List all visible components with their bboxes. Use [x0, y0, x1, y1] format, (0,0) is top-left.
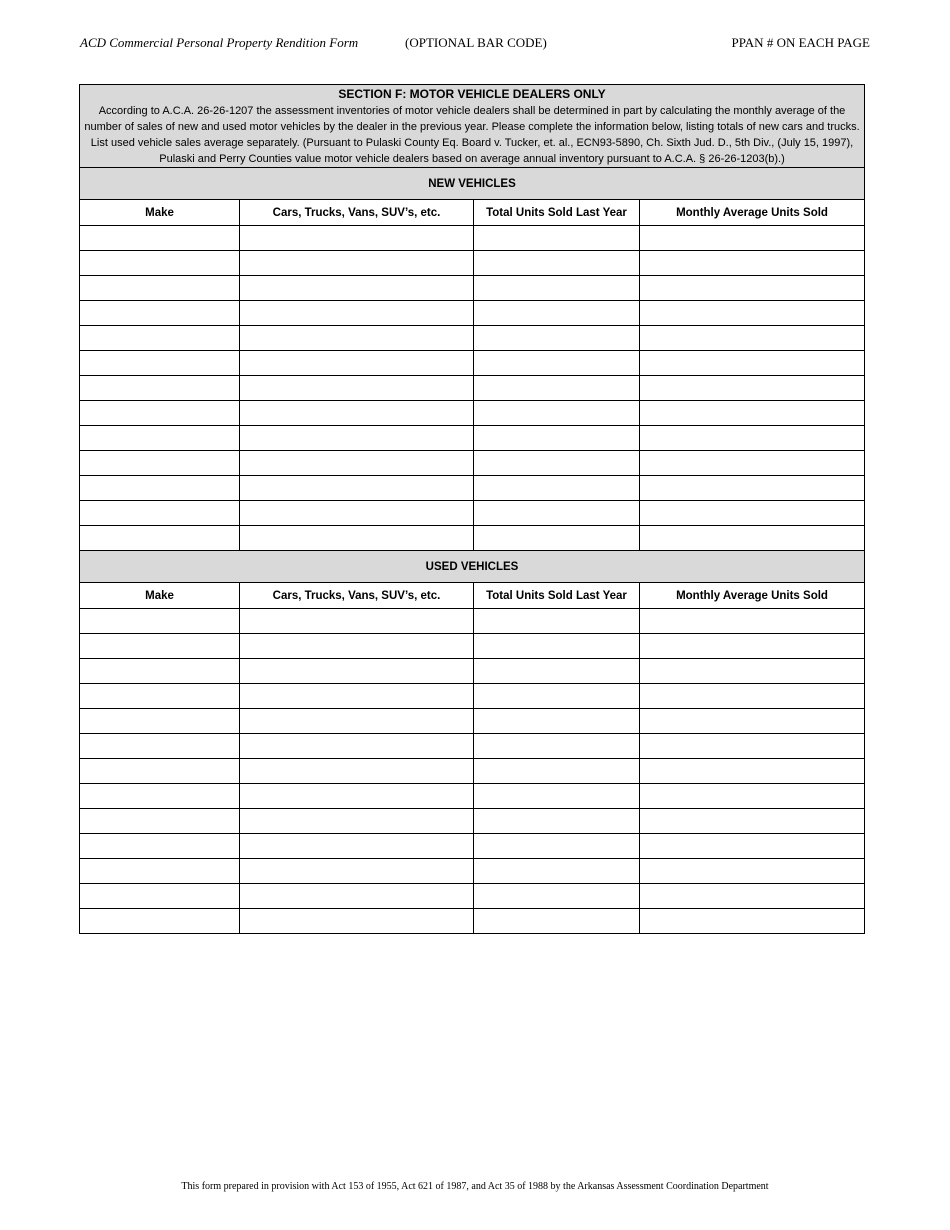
- new-vehicle-row: [80, 301, 865, 326]
- used-vehicle-monthly-average-cell[interactable]: [640, 734, 865, 759]
- used-vehicle-make-cell[interactable]: [80, 809, 240, 834]
- new-vehicle-make-cell[interactable]: [80, 251, 240, 276]
- used-vehicles-column-headers: [80, 583, 865, 609]
- new-vehicle-total-units-cell[interactable]: [474, 401, 640, 426]
- new-vehicles-heading: NEW VEHICLES: [80, 168, 865, 200]
- new-vehicle-monthly-average-cell[interactable]: [640, 476, 865, 501]
- used-vehicle-total-units-cell[interactable]: [474, 634, 640, 659]
- new-vehicle-monthly-average-cell[interactable]: [640, 351, 865, 376]
- new-vehicle-row: [80, 476, 865, 501]
- section-description: According to A.C.A. 26-26-1207 the assessment inventories of motor vehicle dealers shall be determined in part by calculating the monthly average of the number of sales of new and used motor vehicles by the dealer in the previous year. Please complete the information below, listing totals of new cars and trucks. List used vehicle sales average separately. (Pursuant to Pulaski County Eq. Board v. Tucker, et. al., ECN93-5890, Ch. Sixth Jud. D., 5th Div., (July 15, 1997), Pulaski and Perry Counties value motor vehicle dealers based on average annual inventory pursuant to A.C.A. § 26-26-1203(b).): [84, 105, 860, 165]
- new-vehicle-total-units-cell[interactable]: [474, 451, 640, 476]
- new-vehicle-monthly-average-cell[interactable]: [640, 326, 865, 351]
- used-vehicle-make-cell[interactable]: [80, 684, 240, 709]
- used-vehicle-total-units-cell[interactable]: [474, 659, 640, 684]
- used-vehicle-monthly-average-cell[interactable]: [640, 834, 865, 859]
- used-vehicle-total-units-cell[interactable]: [474, 609, 640, 634]
- new-vehicle-total-units-cell[interactable]: [474, 376, 640, 401]
- column-header-monthly-average: Monthly Average Units Sold: [640, 583, 865, 609]
- new-vehicle-monthly-average-cell[interactable]: [640, 426, 865, 451]
- used-vehicle-make-cell[interactable]: [80, 609, 240, 634]
- new-vehicle-total-units-cell[interactable]: [474, 301, 640, 326]
- new-vehicle-vehicle-type-cell[interactable]: [240, 301, 474, 326]
- used-vehicle-monthly-average-cell[interactable]: [640, 759, 865, 784]
- new-vehicle-make-cell[interactable]: [80, 501, 240, 526]
- used-vehicle-vehicle-type-cell[interactable]: [240, 634, 474, 659]
- used-vehicle-total-units-cell[interactable]: [474, 759, 640, 784]
- new-vehicle-make-cell[interactable]: [80, 451, 240, 476]
- form-title: ACD Commercial Personal Property Rendition Form: [80, 35, 359, 50]
- column-header-make: Make: [80, 583, 240, 609]
- new-vehicle-monthly-average-cell[interactable]: [640, 501, 865, 526]
- used-vehicle-total-units-cell[interactable]: [474, 909, 640, 934]
- new-vehicle-total-units-cell[interactable]: [474, 526, 640, 551]
- new-vehicle-vehicle-type-cell[interactable]: [240, 526, 474, 551]
- footer-note: This form prepared in provision with Act 153 of 1955, Act 621 of 1987, and Act 35 of 1988 by the Arkansas Assessment Coordination Department: [181, 1181, 769, 1192]
- new-vehicle-vehicle-type-cell[interactable]: [240, 401, 474, 426]
- barcode-placeholder: (OPTIONAL BAR CODE): [405, 35, 547, 50]
- used-vehicle-vehicle-type-cell[interactable]: [240, 659, 474, 684]
- used-vehicles-heading: USED VEHICLES: [80, 551, 865, 583]
- used-vehicle-vehicle-type-cell[interactable]: [240, 759, 474, 784]
- used-vehicle-row: [80, 859, 865, 884]
- new-vehicle-make-cell[interactable]: [80, 301, 240, 326]
- used-vehicle-monthly-average-cell[interactable]: [640, 809, 865, 834]
- used-vehicle-make-cell[interactable]: [80, 859, 240, 884]
- new-vehicle-total-units-cell[interactable]: [474, 251, 640, 276]
- new-vehicle-total-units-cell[interactable]: [474, 276, 640, 301]
- column-header-monthly-average: Monthly Average Units Sold: [640, 200, 865, 226]
- used-vehicle-total-units-cell[interactable]: [474, 734, 640, 759]
- new-vehicle-vehicle-type-cell[interactable]: [240, 426, 474, 451]
- used-vehicle-vehicle-type-cell[interactable]: [240, 709, 474, 734]
- new-vehicle-total-units-cell[interactable]: [474, 226, 640, 251]
- used-vehicle-total-units-cell[interactable]: [474, 834, 640, 859]
- used-vehicle-row: [80, 634, 865, 659]
- used-vehicle-row: [80, 834, 865, 859]
- used-vehicle-vehicle-type-cell[interactable]: [240, 859, 474, 884]
- new-vehicle-make-cell[interactable]: [80, 401, 240, 426]
- used-vehicle-monthly-average-cell[interactable]: [640, 684, 865, 709]
- used-vehicle-vehicle-type-cell[interactable]: [240, 609, 474, 634]
- used-vehicle-vehicle-type-cell[interactable]: [240, 884, 474, 909]
- new-vehicle-monthly-average-cell[interactable]: [640, 301, 865, 326]
- used-vehicle-monthly-average-cell[interactable]: [640, 859, 865, 884]
- used-vehicle-make-cell[interactable]: [80, 759, 240, 784]
- new-vehicle-total-units-cell[interactable]: [474, 426, 640, 451]
- new-vehicle-vehicle-type-cell[interactable]: [240, 476, 474, 501]
- column-header-make: Make: [80, 200, 240, 226]
- column-header-total-units: Total Units Sold Last Year: [474, 583, 640, 609]
- section-title: SECTION F: MOTOR VEHICLE DEALERS ONLY: [338, 87, 606, 101]
- new-vehicle-row: [80, 426, 865, 451]
- used-vehicle-vehicle-type-cell[interactable]: [240, 909, 474, 934]
- new-vehicle-row: [80, 526, 865, 551]
- ppan-note: PPAN # ON EACH PAGE: [731, 35, 870, 50]
- new-vehicle-vehicle-type-cell[interactable]: [240, 376, 474, 401]
- used-vehicle-vehicle-type-cell[interactable]: [240, 784, 474, 809]
- used-vehicle-vehicle-type-cell[interactable]: [240, 684, 474, 709]
- used-vehicle-monthly-average-cell[interactable]: [640, 909, 865, 934]
- used-vehicle-row: [80, 759, 865, 784]
- new-vehicle-make-cell[interactable]: [80, 276, 240, 301]
- new-vehicle-monthly-average-cell[interactable]: [640, 526, 865, 551]
- new-vehicle-vehicle-type-cell[interactable]: [240, 451, 474, 476]
- used-vehicle-make-cell[interactable]: [80, 709, 240, 734]
- used-vehicle-monthly-average-cell[interactable]: [640, 884, 865, 909]
- used-vehicle-row: [80, 909, 865, 934]
- column-header-vehicle-type: Cars, Trucks, Vans, SUV’s, etc.: [240, 583, 474, 609]
- used-vehicle-monthly-average-cell[interactable]: [640, 709, 865, 734]
- motor-vehicle-dealers-table: [79, 84, 865, 934]
- new-vehicle-row: [80, 251, 865, 276]
- new-vehicle-row: [80, 226, 865, 251]
- used-vehicle-monthly-average-cell[interactable]: [640, 634, 865, 659]
- used-vehicle-row: [80, 659, 865, 684]
- new-vehicle-total-units-cell[interactable]: [474, 501, 640, 526]
- used-vehicle-make-cell[interactable]: [80, 884, 240, 909]
- used-vehicle-monthly-average-cell[interactable]: [640, 784, 865, 809]
- used-vehicle-row: [80, 709, 865, 734]
- new-vehicle-total-units-cell[interactable]: [474, 351, 640, 376]
- used-vehicle-total-units-cell[interactable]: [474, 784, 640, 809]
- new-vehicle-total-units-cell[interactable]: [474, 326, 640, 351]
- used-vehicle-row: [80, 734, 865, 759]
- used-vehicle-make-cell[interactable]: [80, 834, 240, 859]
- used-vehicle-monthly-average-cell[interactable]: [640, 609, 865, 634]
- used-vehicle-make-cell[interactable]: [80, 734, 240, 759]
- used-vehicle-total-units-cell[interactable]: [474, 809, 640, 834]
- used-vehicle-row: [80, 609, 865, 634]
- new-vehicle-monthly-average-cell[interactable]: [640, 226, 865, 251]
- column-header-total-units: Total Units Sold Last Year: [474, 200, 640, 226]
- used-vehicle-total-units-cell[interactable]: [474, 684, 640, 709]
- column-header-vehicle-type: Cars, Trucks, Vans, SUV’s, etc.: [240, 200, 474, 226]
- new-vehicle-monthly-average-cell[interactable]: [640, 376, 865, 401]
- new-vehicle-row: [80, 451, 865, 476]
- new-vehicle-vehicle-type-cell[interactable]: [240, 251, 474, 276]
- used-vehicle-make-cell[interactable]: [80, 909, 240, 934]
- new-vehicle-vehicle-type-cell[interactable]: [240, 276, 474, 301]
- used-vehicle-row: [80, 809, 865, 834]
- used-vehicle-total-units-cell[interactable]: [474, 709, 640, 734]
- new-vehicle-total-units-cell[interactable]: [474, 476, 640, 501]
- section-intro: [80, 85, 865, 168]
- new-vehicle-make-cell[interactable]: [80, 426, 240, 451]
- used-vehicle-row: [80, 784, 865, 809]
- new-vehicles-column-headers: [80, 200, 865, 226]
- new-vehicle-vehicle-type-cell[interactable]: [240, 326, 474, 351]
- new-vehicle-vehicle-type-cell[interactable]: [240, 226, 474, 251]
- new-vehicle-make-cell[interactable]: [80, 326, 240, 351]
- new-vehicle-row: [80, 401, 865, 426]
- new-vehicle-make-cell[interactable]: [80, 376, 240, 401]
- used-vehicle-row: [80, 684, 865, 709]
- new-vehicle-make-cell[interactable]: [80, 476, 240, 501]
- new-vehicle-make-cell[interactable]: [80, 526, 240, 551]
- used-vehicle-vehicle-type-cell[interactable]: [240, 809, 474, 834]
- used-vehicle-total-units-cell[interactable]: [474, 884, 640, 909]
- used-vehicle-make-cell[interactable]: [80, 634, 240, 659]
- new-vehicle-vehicle-type-cell[interactable]: [240, 501, 474, 526]
- new-vehicle-row: [80, 501, 865, 526]
- new-vehicle-monthly-average-cell[interactable]: [640, 276, 865, 301]
- used-vehicle-monthly-average-cell[interactable]: [640, 659, 865, 684]
- new-vehicle-monthly-average-cell[interactable]: [640, 251, 865, 276]
- used-vehicle-make-cell[interactable]: [80, 784, 240, 809]
- used-vehicle-vehicle-type-cell[interactable]: [240, 734, 474, 759]
- new-vehicle-row: [80, 326, 865, 351]
- used-vehicle-total-units-cell[interactable]: [474, 859, 640, 884]
- used-vehicle-row: [80, 884, 865, 909]
- new-vehicle-row: [80, 376, 865, 401]
- new-vehicle-row: [80, 351, 865, 376]
- used-vehicle-vehicle-type-cell[interactable]: [240, 834, 474, 859]
- new-vehicle-make-cell[interactable]: [80, 226, 240, 251]
- new-vehicle-vehicle-type-cell[interactable]: [240, 351, 474, 376]
- new-vehicle-row: [80, 276, 865, 301]
- used-vehicle-make-cell[interactable]: [80, 659, 240, 684]
- new-vehicle-monthly-average-cell[interactable]: [640, 451, 865, 476]
- new-vehicle-monthly-average-cell[interactable]: [640, 401, 865, 426]
- new-vehicle-make-cell[interactable]: [80, 351, 240, 376]
